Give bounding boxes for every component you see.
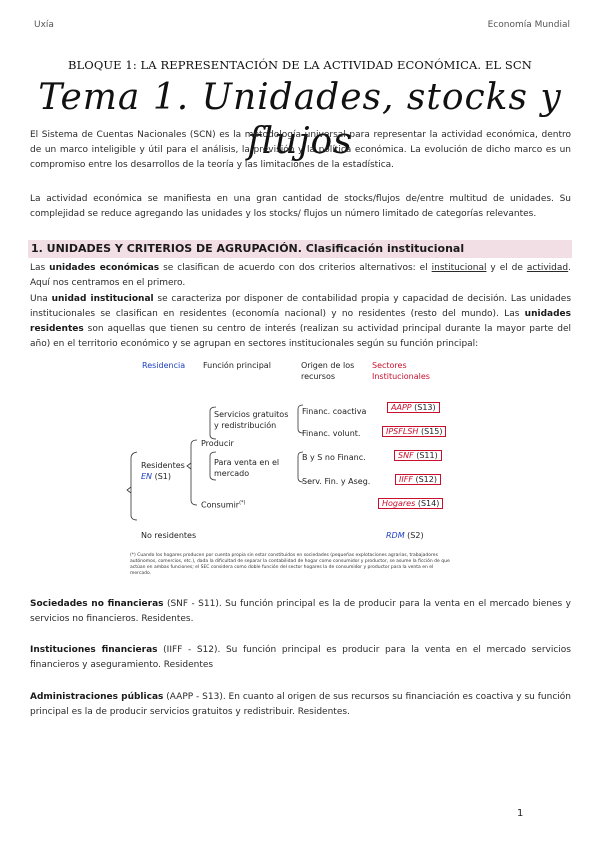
diagram-footnote: (*) Cuando los hogares producen por cuenta propia sin estar constituidos en sociedades (pequeñas explotaciones agrarias, trabajadores autónomos, comercios, etc.), dada la dificultad de separar la contabilidad de hogar como consumidor y productor, se asume la ficción de que actúan en ambas funciones; el SEC considera como doble función del sector hogares la de consumidor y productor para la venta en el mercado.: [130, 553, 450, 576]
label-residentes: Residentes: [141, 461, 185, 470]
intro-paragraph-2: La actividad económica se manifiesta en una gran cantidad de stocks/flujos de/entre multitud de unidades. Su complejidad se reduce agregando las unidades y los stocks/ flujos un número limitado de categorías relevantes.: [30, 194, 571, 219]
label-venta-1: Para venta en el: [214, 458, 280, 467]
col-origen-2: recursos: [301, 372, 336, 381]
definition-aapp: Administraciones públicas (AAPP - S13). En cuanto al origen de sus recursos su financiación es coactiva y su función principal es la de producir servicios gratuitos y redistribuir. Residentes.: [30, 692, 571, 717]
sector-snf: [394, 450, 442, 461]
sector-iiff: [395, 474, 441, 485]
col-sectores-1: Sectores: [372, 361, 407, 370]
label-consumir: Consumir(*): [201, 500, 246, 510]
label-servicios-2: y redistribución: [214, 421, 277, 430]
definition-snf: Sociedades no financieras (SNF - S11). Su función principal es la de producir para la venta en el mercado bienes y servicios no financieros. Residentes.: [30, 599, 571, 624]
col-funcion: Función principal: [203, 361, 271, 370]
sector-hogares-box: Hogares (S14): [378, 498, 443, 509]
label-servicios-1: Servicios gratuitos: [214, 410, 289, 419]
section-1-paragraph-1: Las unidades económicas se clasifican de acuerdo con dos criterios alternativos: el institucional y el de actividad. Aquí nos centramos en el primero.: [30, 263, 571, 288]
label-serv-fin: Serv. Fin. y Aseg.: [302, 477, 371, 486]
label-no-residentes: No residentes: [141, 531, 197, 540]
tema-title: Tema 1. Unidades, stocks y flujos: [38, 77, 562, 162]
header-subject: Economía Mundial: [487, 20, 570, 30]
section-1-heading: 1. UNIDADES Y CRITERIOS DE AGRUPACIÓN. Clasificación institucional: [28, 240, 572, 258]
sector-iiff-box: IIFF (S12): [395, 474, 441, 485]
sector-aapp-box: AAPP (S13): [387, 402, 440, 413]
section-1-paragraph-2: Una unidad institucional se caracteriza por disponer de contabilidad propia y capacidad de decisión. Las unidades institucionales se clasifican en residentes (economía nacional) y no residentes (resto del mundo). Las unidades residentes son aquellas que tienen su centro de interés (realizan su actividad principal durante la mayor parte del año) en el territorio económico y se agrupan en sectores institucionales según su función principal:: [30, 294, 572, 349]
col-sectores-2: Institucionales: [372, 372, 430, 381]
sector-ipsflsh: [382, 426, 446, 437]
page-number: 1: [517, 808, 524, 819]
col-origen-1: Origen de los: [301, 361, 355, 370]
intro-paragraph-1: El Sistema de Cuentas Nacionales (SCN) es la metodología universal para representar la actividad económica, dentro de un marco inteligible y útil para el análisis, la previsión y la política económica. La evolución de dicho marco es un compromiso entre los desarrollos de la teoría y las limitaciones de la estadística.: [30, 130, 571, 170]
col-residencia: Residencia: [142, 361, 186, 370]
label-financ-volunt: Financ. volunt.: [302, 429, 361, 438]
label-bys-no-financ: B y S no Financ.: [302, 453, 366, 462]
sector-snf-box: SNF (S11): [394, 450, 442, 461]
definition-iiff: Instituciones financieras (IIFF - S12). Su función principal es producir para la venta en el mercado servicios financieros y aseguramiento. Residentes: [30, 645, 571, 670]
sector-hogares: [378, 498, 443, 509]
sector-rdm: RDM (S2): [386, 531, 424, 540]
label-venta-2: mercado: [214, 469, 250, 478]
bloque-title: BLOQUE 1: LA REPRESENTACIÓN DE LA ACTIVIDAD ECONÓMICA. EL SCN: [68, 58, 532, 72]
header-author: Uxía: [34, 20, 54, 30]
label-producir: Producir: [201, 439, 234, 448]
sector-aapp: [387, 402, 440, 413]
sector-ipsflsh-box: IPSFLSH (S15): [382, 426, 446, 437]
label-financ-coactiva: Financ. coactiva: [302, 407, 367, 416]
label-en-s1: EN (S1): [141, 472, 171, 481]
